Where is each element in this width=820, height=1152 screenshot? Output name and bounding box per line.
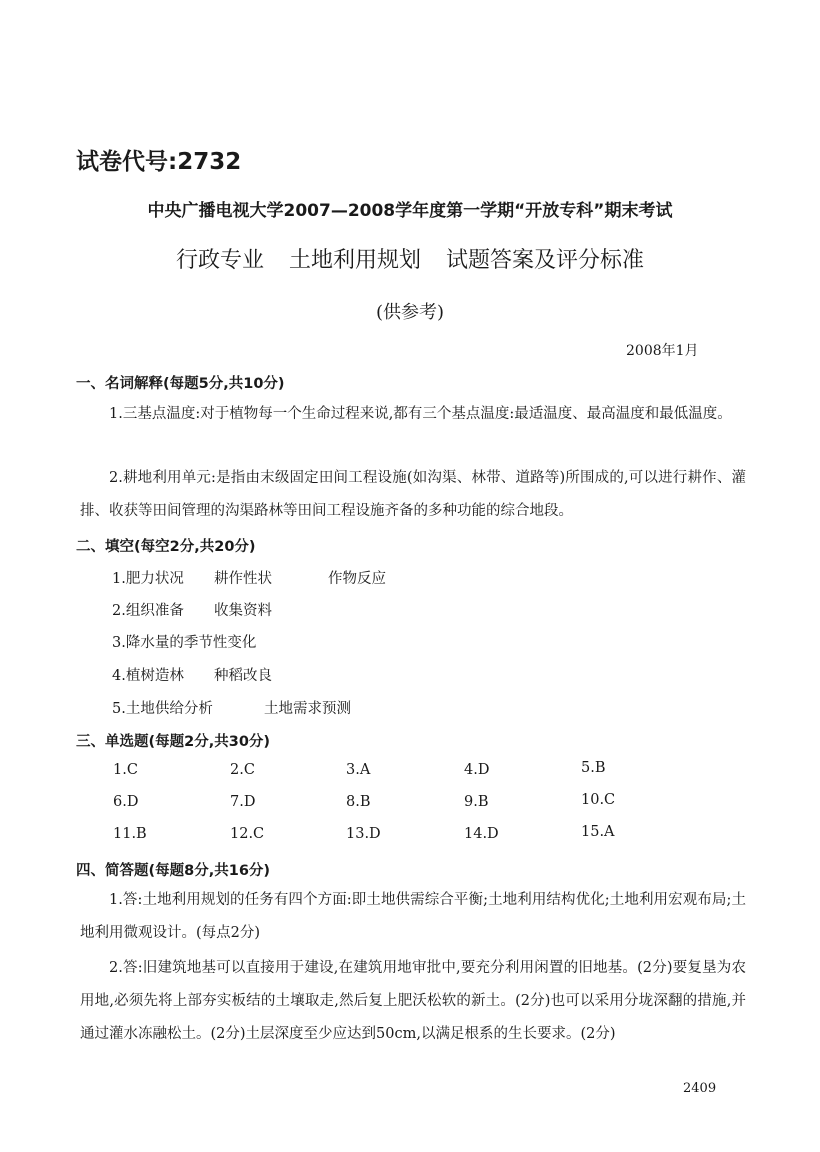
choice-answer: 2.C: [230, 762, 255, 778]
fill-blank-answer: 1.肥力状况: [112, 571, 184, 587]
fill-blank-row-2: [112, 599, 272, 620]
section-heading-short-answer: 四、简答题(每题8分,共16分): [76, 863, 271, 879]
section-heading-fill-blank: 二、填空(每空2分,共20分): [76, 539, 256, 555]
exam-subtitle: 行政专业 土地利用规划 试题答案及评分标准: [176, 248, 644, 273]
exam-date: 2008年1月: [626, 343, 699, 359]
fill-blank-answer: 收集资料: [214, 603, 272, 619]
fill-blank-answer: 土地需求预测: [264, 701, 351, 717]
choice-answer: 9.B: [464, 794, 489, 810]
short-answer-item-2: 2.答:旧建筑地基可以直接用于建设,在建筑用地审批中,要充分利用闲置的旧地基。(2分)要复垦为农用地,必须先将上部夯实板结的土壤取走,然后复上肥沃松软的新土。(2分)也可以采用分垅深翻的措施,并通过灌水冻融松土。(2分)土层深度至少应达到50cm,以满足根系的生长要求。(2分): [80, 960, 746, 1042]
short-answer-item-1: 1.答:土地利用规划的任务有四个方面:即土地供需综合平衡;土地利用结构优化;土地利用宏观布局;土地利用微观设计。(每点2分): [80, 892, 746, 941]
fill-blank-answer: 2.组织准备: [112, 603, 184, 619]
choice-answer: 3.A: [346, 762, 371, 778]
section-heading-multiple-choice: 三、单选题(每题2分,共30分): [76, 734, 271, 750]
choice-answer: 10.C: [581, 792, 616, 808]
choice-answer: 5.B: [581, 760, 606, 776]
fill-blank-answer: 耕作性状: [214, 571, 272, 587]
fill-blank-answer: 种稻改良: [214, 668, 272, 684]
definition-item-1: 1.三基点温度:对于植物每一个生命过程来说,都有三个基点温度:最适温度、最高温度和最低温度。: [109, 406, 732, 422]
section-heading-definitions: 一、名词解释(每题5分,共10分): [76, 376, 285, 392]
choice-answer: 7.D: [230, 794, 256, 810]
choice-answer: 12.C: [230, 826, 265, 842]
choice-answer: 1.C: [113, 762, 138, 778]
paper-code: 试卷代号:2732: [76, 149, 242, 175]
fill-blank-answer: 4.植树造林: [112, 668, 184, 684]
fill-blank-row-3: [112, 631, 256, 652]
definition-item-2: 2.耕地利用单元:是指由末级固定田间工程设施(如沟渠、林带、道路等)所围成的,可以进行耕作、灌排、收获等田间管理的沟渠路林等田间工程设施齐备的多种功能的综合地段。: [80, 470, 746, 519]
fill-blank-row-5: [112, 697, 351, 718]
choice-answer: 15.A: [581, 824, 615, 840]
page-number: 2409: [683, 1081, 717, 1096]
fill-blank-row-4: [112, 664, 272, 685]
reference-note: (供参考): [375, 302, 445, 323]
choice-answer: 8.B: [346, 794, 371, 810]
exam-title: 中央广播电视大学2007—2008学年度第一学期“开放专科”期末考试: [147, 201, 673, 221]
choice-answer: 13.D: [346, 826, 381, 842]
choice-answer: 11.B: [113, 826, 147, 842]
fill-blank-answer: 作物反应: [328, 571, 386, 587]
choice-answer: 14.D: [464, 826, 499, 842]
choice-answer: 6.D: [113, 794, 139, 810]
choice-answer: 4.D: [464, 762, 490, 778]
fill-blank-answer: 3.降水量的季节性变化: [112, 635, 257, 651]
fill-blank-row-1: [112, 567, 386, 588]
fill-blank-answer: 5.土地供给分析: [112, 701, 213, 717]
